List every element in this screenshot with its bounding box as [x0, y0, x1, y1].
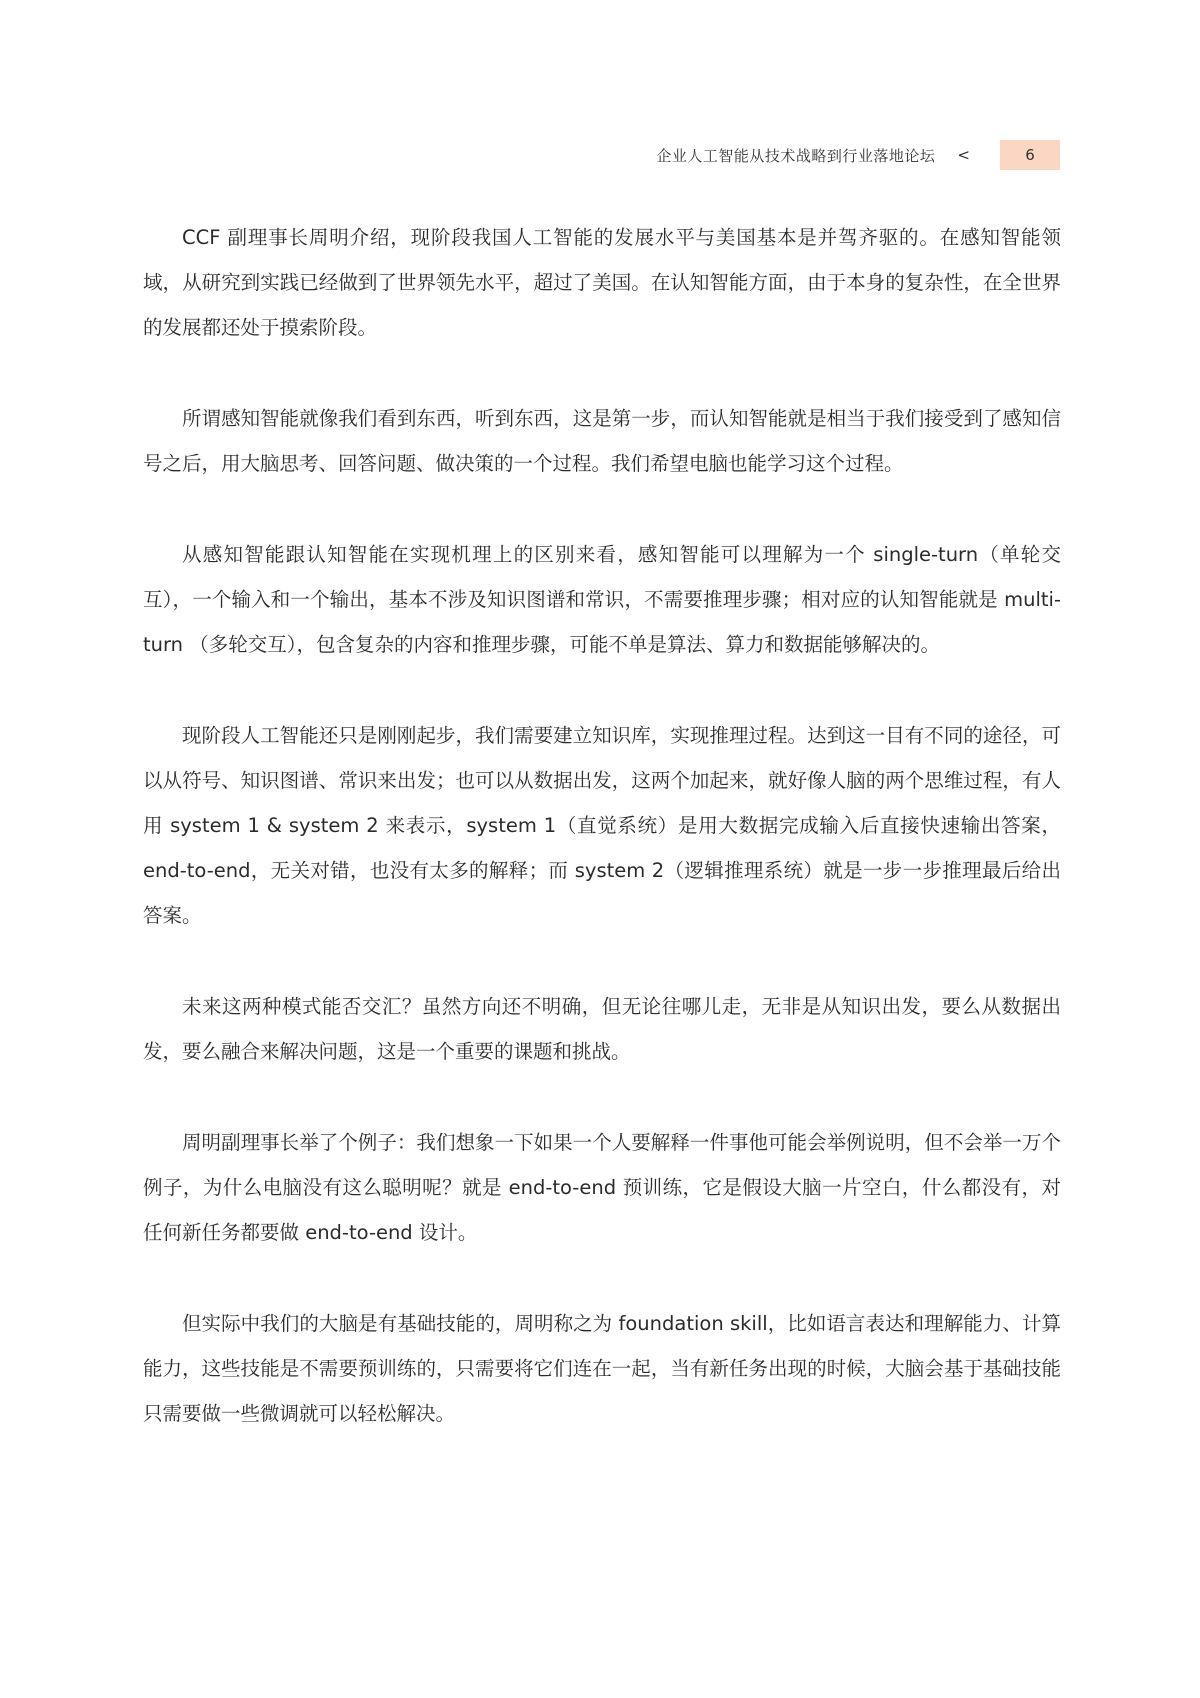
- article-body: [143, 215, 1061, 1482]
- paragraph-1: CCF 副理事长周明介绍，现阶段我国人工智能的发展水平与美国基本是并驾齐驱的。在感知智能领域，从研究到实践已经做到了世界领先水平，超过了美国。在认知智能方面，由于本身的复杂性，在全世界的发展都还处于摸索阶段。: [143, 226, 1061, 339]
- header-title: 企业人工智能从技术战略到行业落地论坛: [656, 146, 936, 165]
- paragraph-3: 从感知智能跟认知智能在实现机理上的区别来看，感知智能可以理解为一个 single-turn（单轮交互），一个输入和一个输出，基本不涉及知识图谱和常识，不需要推理步骤；相对应的认知智能就是 multi-turn （多轮交互），包含复杂的内容和推理步骤，可能不单是算法、算力和数据能够解决的。: [143, 543, 1061, 656]
- paragraph-7: 但实际中我们的大脑是有基础技能的，周明称之为 foundation skill，比如语言表达和理解能力、计算能力，这些技能是不需要预训练的，只需要将它们连在一起，当有新任务出现的时候，大脑会基于基础技能只需要做一些微调就可以轻松解决。: [143, 1312, 1061, 1425]
- header-arrow-icon: <: [957, 146, 970, 164]
- paragraph-2: 所谓感知智能就像我们看到东西，听到东西，这是第一步，而认知智能就是相当于我们接受到了感知信号之后，用大脑思考、回答问题、做决策的一个过程。我们希望电脑也能学习这个过程。: [143, 407, 1061, 475]
- paragraph-5: 未来这两种模式能否交汇？虽然方向还不明确，但无论往哪儿走，无非是从知识出发，要么从数据出发，要么融合来解决问题，这是一个重要的课题和挑战。: [143, 995, 1061, 1063]
- paragraph-4: 现阶段人工智能还只是刚刚起步，我们需要建立知识库，实现推理过程。达到这一目有不同的途径，可以从符号、知识图谱、常识来出发；也可以从数据出发，这两个加起来，就好像人脑的两个思维过程，有人用 system 1 & system 2 来表示，system 1（直觉系统）是用大数据完成输入后直接快速输出答案，end-to-end，无关对错，也没有太多的解释；而 system 2（逻辑推理系统）就是一步一步推理最后给出答案。: [143, 724, 1061, 927]
- paragraph-6: 周明副理事长举了个例子：我们想象一下如果一个人要解释一件事他可能会举例说明，但不会举一万个例子，为什么电脑没有这么聪明呢？就是 end-to-end 预训练，它是假设大脑一片空白，什么都没有，对任何新任务都要做 end-to-end 设计。: [143, 1131, 1061, 1244]
- page-header: [656, 140, 1060, 170]
- page-number: 6: [1000, 140, 1060, 170]
